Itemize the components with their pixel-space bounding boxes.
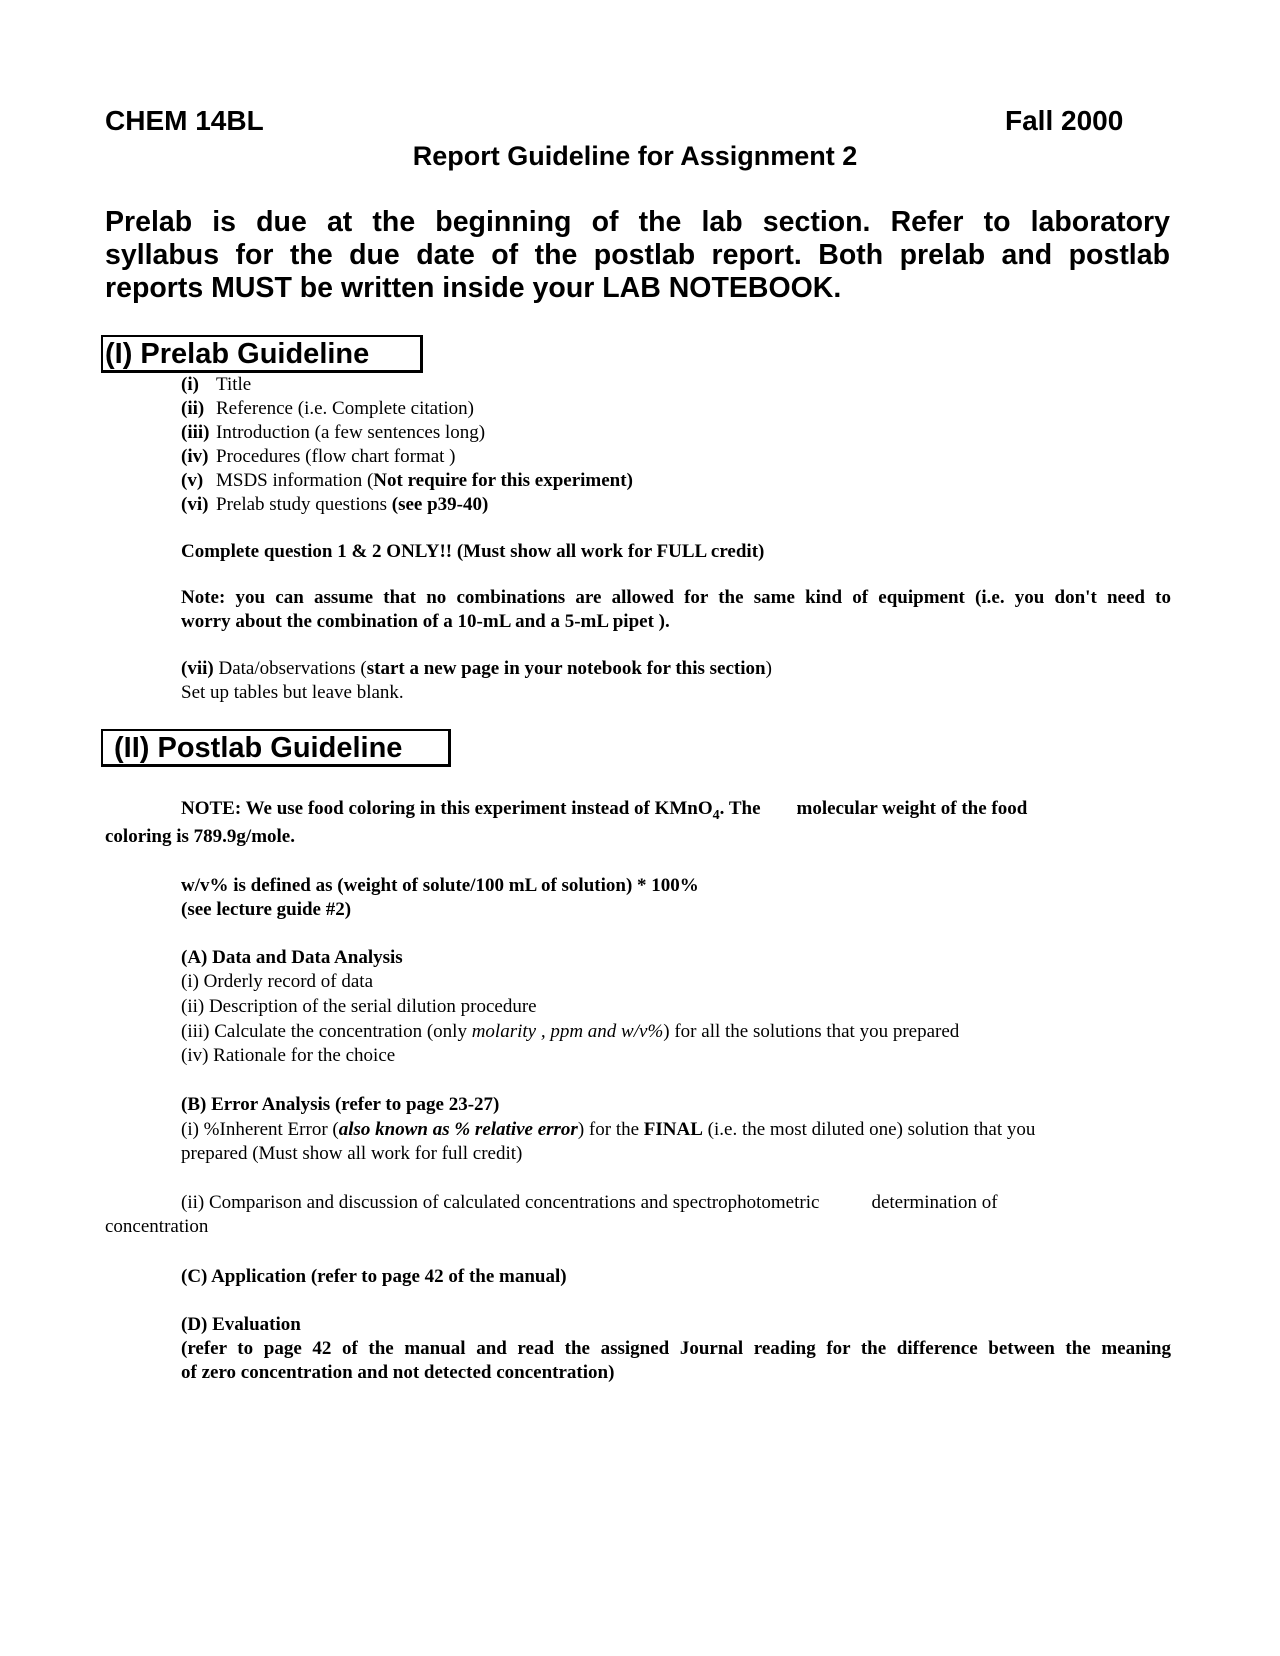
postlab-note-line-1: NOTE: We use food coloring in this experiment instead of KMnO$_4$. The molecular weight of the food xyxy=(181,798,1028,823)
section-c-title: (C) Application (refer to page 42 of the manual) xyxy=(181,1266,567,1287)
course-code: CHEM 14BL xyxy=(105,105,264,136)
intro-line-1: Prelab is due at the beginning of the lab section. Refer to laboratory xyxy=(105,206,1170,238)
prelab-note-line-1: Note: you can assume that no combinations are allowed for the same kind of equipment (i.e. you don't need to xyxy=(181,587,1171,608)
prelab-item-4: (iv) Procedures (flow chart format ) xyxy=(181,446,456,467)
postlab-heading-box xyxy=(101,729,451,767)
postlab-heading: (II) Postlab Guideline xyxy=(114,732,403,764)
section-a-title: (A) Data and Data Analysis xyxy=(181,947,403,968)
section-a-item-2: (ii) Description of the serial dilution procedure xyxy=(181,996,537,1017)
intro-line-3: reports MUST be written inside your LAB NOTEBOOK. xyxy=(105,272,842,304)
postlab-note-line-2: coloring is 789.9g/mole. xyxy=(105,826,295,847)
prelab-item-1: (i) Title xyxy=(181,374,252,395)
section-a-item-3: (iii) Calculate the concentration (only molarity , ppm and w/v%) for all the solutions that you prepared xyxy=(181,1021,960,1042)
section-b-title: (B) Error Analysis (refer to page 23-27) xyxy=(181,1094,500,1115)
section-b-item-2: (ii) Comparison and discussion of calculated concentrations and spectrophotometric determination of xyxy=(181,1192,998,1213)
intro-paragraph xyxy=(105,206,1170,305)
prelab-item-7-detail: Set up tables but leave blank. xyxy=(181,682,404,703)
term: Fall 2000 xyxy=(1005,105,1124,136)
section-b-item-2-detail: concentration xyxy=(105,1216,209,1237)
prelab-item-6: (vi) Prelab study questions (see p39-40) xyxy=(181,494,489,515)
page-title: Report Guideline for Assignment 2 xyxy=(412,141,858,171)
section-b-item-1: (i) %Inherent Error (also known as % relative error) for the FINAL (i.e. the most diluted one) solution that you xyxy=(181,1119,1036,1140)
prelab-complete-note: Complete question 1 & 2 ONLY!! (Must show all work for FULL credit) xyxy=(181,541,765,562)
section-a-item-1: (i) Orderly record of data xyxy=(181,971,374,992)
prelab-heading: (I) Prelab Guideline xyxy=(105,338,370,370)
wv-definition: w/v% is defined as (weight of solute/100 mL of solution) * 100% xyxy=(181,875,699,896)
prelab-item-5: (v) MSDS information (Not require for this experiment) xyxy=(181,470,633,491)
prelab-item-2: (ii) Reference (i.e. Complete citation) xyxy=(181,398,474,419)
prelab-heading-box xyxy=(101,335,423,373)
prelab-item-7: (vii) Data/observations (start a new page in your notebook for this section) xyxy=(181,658,772,679)
section-b-item-1-detail: prepared (Must show all work for full credit) xyxy=(181,1143,523,1164)
prelab-item-3: (iii) Introduction (a few sentences long) xyxy=(181,422,486,443)
section-d-line-2: of zero concentration and not detected concentration) xyxy=(181,1362,615,1383)
section-a-item-4: (iv) Rationale for the choice xyxy=(181,1045,396,1066)
prelab-note-line-2: worry about the combination of a 10-mL and a 5-mL pipet ). xyxy=(181,611,670,632)
section-d-title: (D) Evaluation xyxy=(181,1314,301,1335)
section-d-line-1: (refer to page 42 of the manual and read the assigned Journal reading for the difference between the meaning xyxy=(181,1338,1171,1359)
wv-reference: (see lecture guide #2) xyxy=(181,899,352,920)
intro-line-2: syllabus for the due date of the postlab report. Both prelab and postlab xyxy=(105,239,1170,271)
